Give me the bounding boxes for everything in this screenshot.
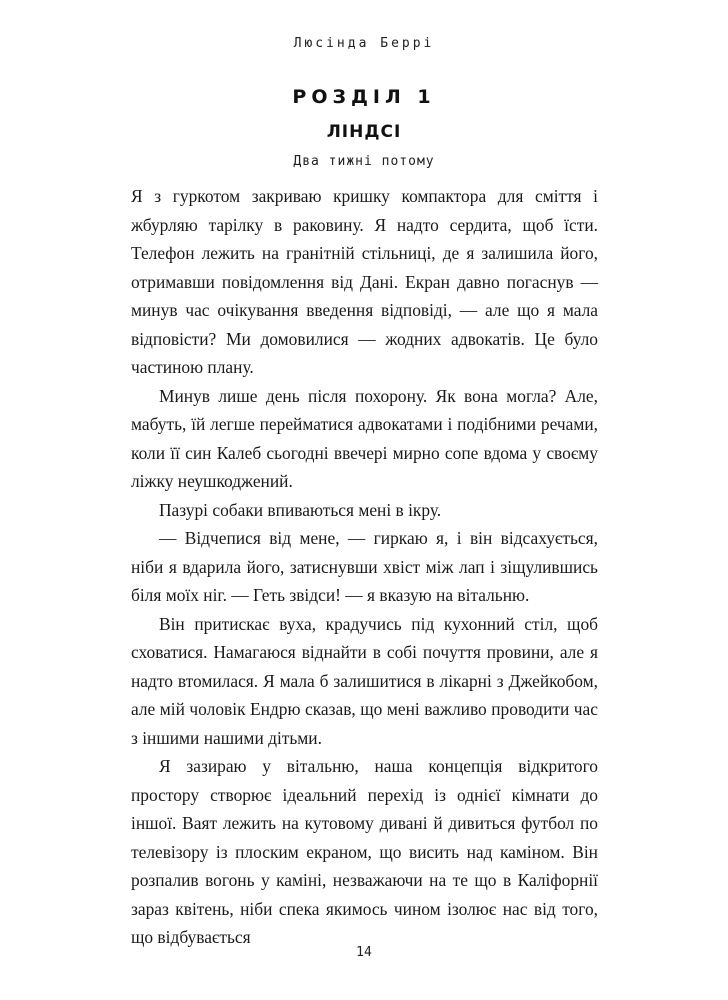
paragraph: Я з гуркотом закриваю кришку компактора для сміття і жбурляю тарілку в раковину. Я надто сердита, щоб їсти. Телефон лежить на гранітній стільниці, де я залишила його, отримавши повідомлення від Дані. Екран давно погаснув — минув час очікування введення відповіді, — але що я мала відповісти? Ми домовилися — жодних адвокатів. Це було частиною плану.	[131, 186, 598, 377]
paragraph: — Відчепися від мене, — гиркаю я, і він відсахується, ніби я вдарила його, затиснувши хвіст між лап і зіщулившись біля моїх ніг. — Геть звідси! — я вказую на вітальню.	[131, 528, 598, 605]
paragraph: Я зазираю у вітальню, наша концепція відкритого простору створює ідеальний перехід із однієї кімнати до іншої. Ваят лежить на кутовому дивані й дивиться футбол по телевізору із плоским екраном, що висить над каміном. Він розпалив вогонь у каміні, незважаючи на те що в Каліфорнії зараз квітень, ніби спека якимось чином ізолює нас від того, що відбувається	[131, 756, 598, 947]
page-number: 14	[356, 945, 372, 960]
running-head-author: Люсінда Беррі	[293, 36, 435, 51]
chapter-name: ЛІНДСІ	[326, 122, 402, 142]
body-text	[131, 182, 598, 952]
paragraph: Минув лише день після похорону. Як вона могла? Але, мабуть, їй легше перейматися адвокатами і подібними речами, коли її син Калеб сьогодні ввечері мирно сопе вдома у своєму ліжку неушкоджений.	[131, 385, 598, 491]
chapter-subtitle: Два тижні потому	[293, 154, 435, 169]
paragraph: Пазурі собаки впиваються мені в ікру.	[159, 499, 442, 520]
paragraph: Він притискає вуха, крадучись під кухонний стіл, щоб сховатися. Намагаюся віднайти в собі почуття провини, але я надто втомилася. Я мала б залишитися в лікарні з Джейкобом, але мій чоловік Ендрю сказав, що мені важливо проводити час з іншими нашими дітьми.	[131, 613, 598, 748]
chapter-title: РОЗДІЛ 1	[292, 86, 436, 108]
